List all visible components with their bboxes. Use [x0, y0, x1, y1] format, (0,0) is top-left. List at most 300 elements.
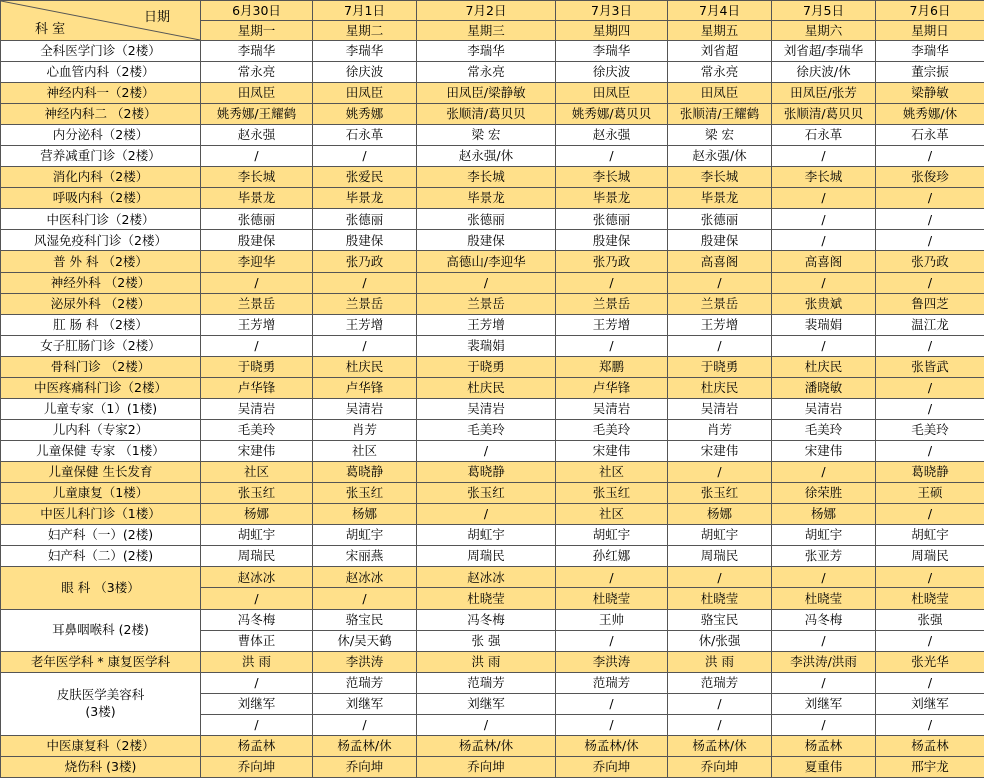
schedule-cell: 李洪涛 — [313, 651, 417, 672]
schedule-cell: 田凤臣 — [668, 83, 772, 104]
schedule-cell: / — [313, 146, 417, 167]
dept-cell: 骨科门诊 （2楼） — [1, 356, 201, 377]
schedule-cell: 殷建保 — [201, 230, 313, 251]
schedule-cell: 刘继军 — [417, 693, 556, 714]
schedule-cell: 杨娜 — [201, 504, 313, 525]
weekday-header: 星期六 — [772, 21, 876, 41]
schedule-cell: 吴清岩 — [201, 398, 313, 419]
schedule-cell: 王帅 — [556, 609, 668, 630]
table-row — [1, 125, 984, 146]
schedule-cell: / — [668, 714, 772, 735]
schedule-cell: 殷建保 — [668, 230, 772, 251]
schedule-cell: 李瑞华 — [876, 41, 984, 62]
schedule-cell: / — [772, 630, 876, 651]
schedule-cell: / — [201, 335, 313, 356]
schedule-cell: 社区 — [313, 440, 417, 461]
schedule-cell: / — [201, 588, 313, 609]
schedule-cell: 张玉红 — [313, 482, 417, 503]
table-row — [1, 356, 984, 377]
schedule-cell: / — [772, 567, 876, 588]
schedule-cell: / — [876, 188, 984, 209]
schedule-cell: 徐庆波 — [313, 62, 417, 83]
schedule-cell: 胡虹宇 — [313, 525, 417, 546]
schedule-cell: 田凤臣/张芳 — [772, 83, 876, 104]
schedule-cell: 张玉红 — [201, 482, 313, 503]
table-row — [1, 314, 984, 335]
schedule-cell: / — [668, 272, 772, 293]
schedule-cell: 胡虹宇 — [876, 525, 984, 546]
date-header: 6月30日 — [201, 1, 313, 21]
schedule-cell: 张皆武 — [876, 356, 984, 377]
date-header: 7月4日 — [668, 1, 772, 21]
schedule-cell: / — [772, 335, 876, 356]
table-row — [1, 440, 984, 461]
schedule-cell: 乔向坤 — [313, 756, 417, 777]
schedule-cell: / — [876, 377, 984, 398]
table-row — [1, 419, 984, 440]
schedule-cell: 张玉红 — [556, 482, 668, 503]
schedule-cell: 李长城 — [417, 167, 556, 188]
schedule-cell: / — [417, 714, 556, 735]
schedule-cell: 休/吴天鹤 — [313, 630, 417, 651]
schedule-cell: 杨孟林 — [772, 735, 876, 756]
schedule-cell: 张 强 — [417, 630, 556, 651]
schedule-cell: / — [876, 504, 984, 525]
schedule-cell: 宋丽燕 — [313, 546, 417, 567]
schedule-cell: 宋建伟 — [668, 440, 772, 461]
schedule-cell: 周瑞民 — [201, 546, 313, 567]
schedule-cell: 肖芳 — [668, 419, 772, 440]
schedule-cell: 张爱民 — [313, 167, 417, 188]
schedule-cell: 裴瑞娟 — [772, 314, 876, 335]
schedule-cell: 卢华锋 — [313, 377, 417, 398]
schedule-cell: 高德山/李迎华 — [417, 251, 556, 272]
schedule-cell: 杨孟林/休 — [313, 735, 417, 756]
schedule-cell: 胡虹宇 — [201, 525, 313, 546]
table-row — [1, 230, 984, 251]
schedule-cell: 周瑞民 — [876, 546, 984, 567]
schedule-cell: 刘继军 — [201, 693, 313, 714]
schedule-cell: 杨孟林/休 — [556, 735, 668, 756]
dept-cell: 全科医学门诊（2楼） — [1, 41, 201, 62]
schedule-cell: 王硕 — [876, 482, 984, 503]
dept-label-line: 皮肤医学美容科 — [56, 686, 145, 702]
schedule-cell: 邢宇龙 — [876, 756, 984, 777]
schedule-cell: 石永革 — [772, 125, 876, 146]
schedule-cell: 于晓勇 — [668, 356, 772, 377]
schedule-cell: 吴清岩 — [556, 398, 668, 419]
schedule-cell: 鲁四芝 — [876, 293, 984, 314]
table-row — [1, 62, 984, 83]
schedule-cell: 董宗振 — [876, 62, 984, 83]
date-header: 7月3日 — [556, 1, 668, 21]
schedule-cell: 刘继军 — [313, 693, 417, 714]
schedule-cell: 毕景龙 — [201, 188, 313, 209]
weekday-header: 星期五 — [668, 21, 772, 41]
table-row — [1, 735, 984, 756]
date-header: 7月5日 — [772, 1, 876, 21]
schedule-cell: / — [876, 630, 984, 651]
schedule-cell: 王芳增 — [668, 314, 772, 335]
dept-cell: 消化内科（2楼） — [1, 167, 201, 188]
schedule-cell: 王芳增 — [556, 314, 668, 335]
dept-header-label: 科 室 — [35, 21, 66, 37]
schedule-cell: / — [876, 272, 984, 293]
schedule-cell: 范瑞芳 — [556, 672, 668, 693]
schedule-cell: 徐荣胜 — [772, 482, 876, 503]
schedule-cell: 杜庆民 — [313, 356, 417, 377]
schedule-cell: 宋建伟 — [201, 440, 313, 461]
table-row — [1, 209, 984, 230]
dept-cell: 中医科门诊（2楼） — [1, 209, 201, 230]
dept-cell: 妇产科（一）(2楼) — [1, 525, 201, 546]
table-row — [1, 461, 984, 482]
schedule-cell: 张顺清/葛贝贝 — [417, 104, 556, 125]
schedule-cell: 王芳增 — [313, 314, 417, 335]
schedule-cell: 曹体正 — [201, 630, 313, 651]
dept-cell: 儿童保健 生长发育 — [1, 461, 201, 482]
schedule-cell: 杜晓莹 — [417, 588, 556, 609]
schedule-cell: 杜庆民 — [417, 377, 556, 398]
schedule-cell: 张俊珍 — [876, 167, 984, 188]
schedule-cell: 李洪涛 — [556, 651, 668, 672]
schedule-cell: 范瑞芳 — [668, 672, 772, 693]
schedule-cell: / — [556, 567, 668, 588]
dept-cell: 营养减重门诊（2楼） — [1, 146, 201, 167]
dept-cell: 内分泌科（2楼） — [1, 125, 201, 146]
schedule-cell: 冯冬梅 — [201, 609, 313, 630]
schedule-cell: 毛美玲 — [556, 419, 668, 440]
schedule-cell: 李长城 — [201, 167, 313, 188]
schedule-cell: 胡虹宇 — [417, 525, 556, 546]
schedule-cell: 梁 宏 — [417, 125, 556, 146]
schedule-cell: 宋建伟 — [772, 440, 876, 461]
schedule-cell: / — [772, 209, 876, 230]
schedule-cell: 李洪涛/洪雨 — [772, 651, 876, 672]
schedule-cell: 殷建保 — [313, 230, 417, 251]
schedule-cell: 赵永强 — [556, 125, 668, 146]
schedule-cell: 夏重伟 — [772, 756, 876, 777]
schedule-cell: / — [668, 335, 772, 356]
schedule-cell: 杨娜 — [313, 504, 417, 525]
schedule-cell: 潘晓敏 — [772, 377, 876, 398]
dept-cell: 妇产科（二）(2楼) — [1, 546, 201, 567]
schedule-cell: 张贵斌 — [772, 293, 876, 314]
schedule-cell: / — [313, 714, 417, 735]
schedule-cell: / — [876, 230, 984, 251]
schedule-cell: 周瑞民 — [668, 546, 772, 567]
schedule-cell: 刘省超/李瑞华 — [772, 41, 876, 62]
dept-cell: 中医康复科（2楼） — [1, 735, 201, 756]
schedule-cell: 毛美玲 — [772, 419, 876, 440]
schedule-cell: 王芳增 — [201, 314, 313, 335]
dept-cell-derm — [1, 672, 201, 735]
schedule-cell: 张玉红 — [668, 482, 772, 503]
schedule-cell: / — [313, 272, 417, 293]
schedule-cell: 杨孟林 — [876, 735, 984, 756]
dept-cell: 中医疼痛科门诊（2楼） — [1, 377, 201, 398]
schedule-cell: 刘继军 — [772, 693, 876, 714]
schedule-cell: 姚秀娜/葛贝贝 — [556, 104, 668, 125]
schedule-cell: 胡虹宇 — [668, 525, 772, 546]
schedule-cell: 张德丽 — [556, 209, 668, 230]
schedule-cell: 刘继军 — [876, 693, 984, 714]
schedule-cell: 卢华锋 — [201, 377, 313, 398]
schedule-cell: 张德丽 — [313, 209, 417, 230]
weekday-header: 星期四 — [556, 21, 668, 41]
schedule-cell: 常永亮 — [417, 62, 556, 83]
schedule-cell: 田凤臣 — [201, 83, 313, 104]
schedule-cell: 杨孟林/休 — [668, 735, 772, 756]
dept-cell: 神经内科一（2楼） — [1, 83, 201, 104]
dept-cell: 风湿免疫科门诊（2楼） — [1, 230, 201, 251]
table-row — [1, 398, 984, 419]
schedule-cell: 杜晓莹 — [772, 588, 876, 609]
dept-cell: 呼吸内科（2楼） — [1, 188, 201, 209]
schedule-cell: 姚秀娜 — [313, 104, 417, 125]
weekday-header: 星期日 — [876, 21, 984, 41]
schedule-cell: / — [876, 146, 984, 167]
table-row — [1, 188, 984, 209]
schedule-cell: 田凤臣/梁静敏 — [417, 83, 556, 104]
special-rows — [1, 567, 984, 735]
table-row — [1, 377, 984, 398]
dept-cell: 心血管内科（2楼） — [1, 62, 201, 83]
schedule-cell: / — [417, 504, 556, 525]
dept-cell: 儿童康复（1楼） — [1, 482, 201, 503]
schedule-cell: 田凤臣 — [313, 83, 417, 104]
schedule-cell: 于晓勇 — [201, 356, 313, 377]
schedule-cell: 社区 — [556, 461, 668, 482]
schedule-cell: 骆宝民 — [313, 609, 417, 630]
schedule-cell: 殷建保 — [417, 230, 556, 251]
schedule-cell: 乔向坤 — [668, 756, 772, 777]
schedule-cell: 范瑞芳 — [313, 672, 417, 693]
schedule-cell: 葛晓静 — [876, 461, 984, 482]
schedule-cell: 兰景岳 — [668, 293, 772, 314]
dept-cell: 儿童专家（1）(1楼) — [1, 398, 201, 419]
schedule-cell: 毕景龙 — [417, 188, 556, 209]
table-row — [1, 251, 984, 272]
schedule-cell: 徐庆波 — [556, 62, 668, 83]
schedule-cell: 胡虹宇 — [556, 525, 668, 546]
schedule-cell: 张乃政 — [313, 251, 417, 272]
schedule-cell: 吴清岩 — [772, 398, 876, 419]
schedule-cell: 洪 雨 — [668, 651, 772, 672]
schedule-cell: / — [417, 272, 556, 293]
schedule-cell: 葛晓静 — [417, 461, 556, 482]
schedule-cell: / — [668, 567, 772, 588]
schedule-cell: 乔向坤 — [201, 756, 313, 777]
schedule-cell: 孙红娜 — [556, 546, 668, 567]
schedule-cell: 殷建保 — [556, 230, 668, 251]
schedule-cell: 休/张强 — [668, 630, 772, 651]
table-row — [1, 504, 984, 525]
schedule-cell: 李长城 — [668, 167, 772, 188]
schedule-cell: / — [417, 440, 556, 461]
schedule-cell: 杜庆民 — [668, 377, 772, 398]
schedule-cell: 田凤臣 — [556, 83, 668, 104]
schedule-cell: 杜晓莹 — [556, 588, 668, 609]
schedule-cell: 毛美玲 — [417, 419, 556, 440]
schedule-cell: 乔向坤 — [417, 756, 556, 777]
dept-cell: 神经外科 （2楼） — [1, 272, 201, 293]
schedule-cell: 李瑞华 — [201, 41, 313, 62]
schedule-cell: / — [772, 230, 876, 251]
schedule-cell: 赵永强/休 — [417, 146, 556, 167]
schedule-cell: 兰景岳 — [313, 293, 417, 314]
schedule-cell: 张乃政 — [876, 251, 984, 272]
table-row — [1, 104, 984, 125]
schedule-cell: / — [876, 672, 984, 693]
schedule-cell: 裴瑞娟 — [417, 335, 556, 356]
schedule-cell: 张顺清/王耀鹤 — [668, 104, 772, 125]
schedule-cell: 姚秀娜/休 — [876, 104, 984, 125]
schedule-cell: / — [876, 567, 984, 588]
schedule-cell: / — [556, 335, 668, 356]
schedule-cell: 杨娜 — [668, 504, 772, 525]
schedule-cell: / — [313, 335, 417, 356]
schedule-cell: 张乃政 — [556, 251, 668, 272]
schedule-cell: 杜庆民 — [772, 356, 876, 377]
dept-cell: 儿内科（专家2） — [1, 419, 201, 440]
schedule-cell: 杨孟林/休 — [417, 735, 556, 756]
schedule-cell: 张强 — [876, 609, 984, 630]
schedule-cell: 冯冬梅 — [417, 609, 556, 630]
dept-cell-geriatric: 老年医学科 * 康复医学科 — [1, 651, 201, 672]
schedule-cell: 周瑞民 — [417, 546, 556, 567]
date-header: 7月6日 — [876, 1, 984, 21]
weekday-header: 星期二 — [313, 21, 417, 41]
schedule-cell: 肖芳 — [313, 419, 417, 440]
schedule-cell: 石永革 — [313, 125, 417, 146]
schedule-cell: / — [201, 714, 313, 735]
schedule-cell: / — [201, 146, 313, 167]
schedule-cell: 葛晓静 — [313, 461, 417, 482]
schedule-cell: 张德丽 — [417, 209, 556, 230]
schedule-cell: / — [876, 440, 984, 461]
schedule-cell: / — [876, 714, 984, 735]
schedule-cell: 徐庆波/休 — [772, 62, 876, 83]
schedule-cell: / — [772, 461, 876, 482]
schedule-cell: 兰景岳 — [201, 293, 313, 314]
dept-cell: 神经内科二 （2楼） — [1, 104, 201, 125]
dept-cell: 女子肛肠门诊（2楼） — [1, 335, 201, 356]
schedule-cell: 张德丽 — [668, 209, 772, 230]
schedule-cell: 杜晓莹 — [876, 588, 984, 609]
schedule-cell: / — [772, 672, 876, 693]
schedule-cell: 毛美玲 — [201, 419, 313, 440]
schedule-cell: 张光华 — [876, 651, 984, 672]
schedule-cell: 赵永强 — [201, 125, 313, 146]
schedule-cell: 王芳增 — [417, 314, 556, 335]
schedule-cell: 李长城 — [556, 167, 668, 188]
table-row — [1, 672, 984, 693]
schedule-cell: 赵冰冰 — [417, 567, 556, 588]
schedule-cell: 李瑞华 — [313, 41, 417, 62]
dept-cell: 肛 肠 科 （2楼） — [1, 314, 201, 335]
schedule-cell: 社区 — [556, 504, 668, 525]
table-row — [1, 525, 984, 546]
schedule-cell: 范瑞芳 — [417, 672, 556, 693]
dept-cell: 儿童保健 专家 （1楼） — [1, 440, 201, 461]
schedule-cell: 社区 — [201, 461, 313, 482]
schedule-cell: 吴清岩 — [417, 398, 556, 419]
schedule-cell: / — [772, 714, 876, 735]
schedule-cell: 毕景龙 — [313, 188, 417, 209]
schedule-cell: 赵永强/休 — [668, 146, 772, 167]
schedule-cell: 宋建伟 — [556, 440, 668, 461]
table-row — [1, 146, 984, 167]
schedule-cell: 赵冰冰 — [313, 567, 417, 588]
dept-cell: 泌尿外科 （2楼） — [1, 293, 201, 314]
date-header-label: 日期 — [143, 10, 170, 25]
schedule-cell: / — [556, 630, 668, 651]
dept-cell: 烧伤科 (3楼) — [1, 756, 201, 777]
schedule-cell: / — [556, 272, 668, 293]
schedule-cell: / — [556, 714, 668, 735]
schedule-cell: 李迎华 — [201, 251, 313, 272]
date-header: 7月2日 — [417, 1, 556, 21]
schedule-cell: 姚秀娜/王耀鹤 — [201, 104, 313, 125]
table-row — [1, 41, 984, 62]
schedule-cell: 张德丽 — [201, 209, 313, 230]
schedule-cell: 胡虹宇 — [772, 525, 876, 546]
schedule-cell: 赵冰冰 — [201, 567, 313, 588]
schedule-cell: / — [668, 461, 772, 482]
dept-cell: 普 外 科 （2楼） — [1, 251, 201, 272]
schedule-cell: 温江龙 — [876, 314, 984, 335]
table-row — [1, 756, 984, 777]
table-row — [1, 567, 984, 588]
dept-cell-ent: 耳鼻咽喉科 (2楼) — [1, 609, 201, 651]
schedule-cell: 张顺清/葛贝贝 — [772, 104, 876, 125]
schedule-cell: / — [313, 588, 417, 609]
schedule-cell: 毕景龙 — [556, 188, 668, 209]
schedule-cell: 杨娜 — [772, 504, 876, 525]
schedule-tail — [1, 735, 984, 777]
schedule-cell: 常永亮 — [201, 62, 313, 83]
table-row — [1, 651, 984, 672]
schedule-cell: 于晓勇 — [417, 356, 556, 377]
schedule-cell: / — [772, 146, 876, 167]
schedule-cell: 石永革 — [876, 125, 984, 146]
schedule-cell: 冯冬梅 — [772, 609, 876, 630]
schedule-cell: 兰景岳 — [556, 293, 668, 314]
schedule-cell: 毕景龙 — [668, 188, 772, 209]
schedule-cell: 杜晓莹 — [668, 588, 772, 609]
schedule-cell: / — [201, 272, 313, 293]
schedule-cell: / — [876, 209, 984, 230]
schedule-cell: 梁静敏 — [876, 83, 984, 104]
schedule-cell: 张玉红 — [417, 482, 556, 503]
schedule-cell: 吴清岩 — [313, 398, 417, 419]
schedule-cell: 李瑞华 — [417, 41, 556, 62]
schedule-cell: / — [772, 272, 876, 293]
schedule-cell: 杨孟林 — [201, 735, 313, 756]
schedule-cell: 吴清岩 — [668, 398, 772, 419]
schedule-cell: 李长城 — [772, 167, 876, 188]
schedule-cell: 高喜阁 — [772, 251, 876, 272]
schedule-cell: 李瑞华 — [556, 41, 668, 62]
schedule-cell: 张亚芳 — [772, 546, 876, 567]
corner-header — [1, 1, 201, 41]
schedule-body — [1, 41, 984, 567]
schedule-cell: 高喜阁 — [668, 251, 772, 272]
schedule-cell: 骆宝民 — [668, 609, 772, 630]
table-row — [1, 293, 984, 314]
schedule-cell: 郑鹏 — [556, 356, 668, 377]
